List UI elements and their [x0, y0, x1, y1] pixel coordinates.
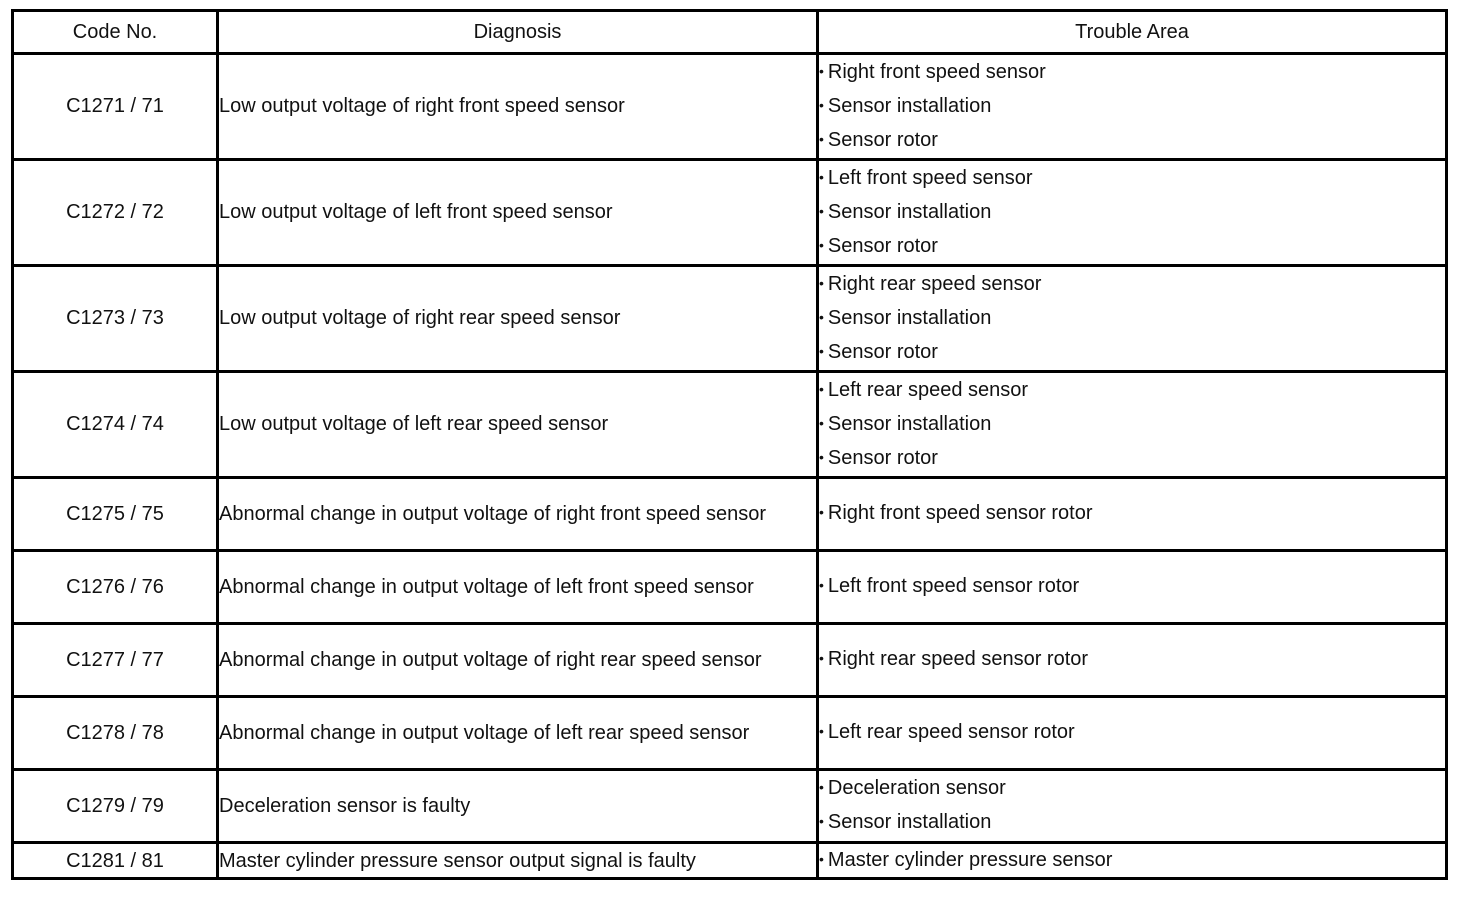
table-row [13, 770, 1447, 843]
trouble-area-cell [818, 624, 1447, 697]
diagnosis-cell: Abnormal change in output voltage of right front speed sensor [218, 478, 818, 551]
diagnosis-cell: Abnormal change in output voltage of right rear speed sensor [218, 624, 818, 697]
table-row [13, 697, 1447, 770]
trouble-area-cell [818, 770, 1447, 843]
code-cell: C1281 / 81 [13, 843, 218, 879]
table-row [13, 54, 1447, 160]
code-cell: C1275 / 75 [13, 478, 218, 551]
trouble-area-cell [818, 697, 1447, 770]
trouble-area-item: • Left rear speed sensor [819, 374, 1445, 408]
trouble-area-item: • Master cylinder pressure sensor [819, 845, 1445, 876]
trouble-area-item: • Right front speed sensor rotor [819, 497, 1445, 531]
diagnosis-cell: Low output voltage of right front speed sensor [218, 54, 818, 160]
trouble-area-item: • Sensor rotor [819, 336, 1445, 370]
diagnosis-cell: Deceleration sensor is faulty [218, 770, 818, 843]
diagnosis-cell: Low output voltage of left front speed sensor [218, 160, 818, 266]
trouble-area-item: • Sensor installation [819, 806, 1445, 840]
trouble-area-item: • Sensor installation [819, 302, 1445, 336]
trouble-area-cell [818, 372, 1447, 478]
table-row [13, 843, 1447, 879]
trouble-area-item: • Sensor rotor [819, 230, 1445, 264]
trouble-area-cell [818, 54, 1447, 160]
trouble-area-item: • Left front speed sensor [819, 162, 1445, 196]
trouble-area-cell [818, 843, 1447, 879]
trouble-area-cell [818, 160, 1447, 266]
table-row [13, 624, 1447, 697]
diagnosis-cell: Abnormal change in output voltage of left rear speed sensor [218, 697, 818, 770]
trouble-area-cell [818, 266, 1447, 372]
table-row [13, 266, 1447, 372]
trouble-area-item: • Right rear speed sensor rotor [819, 643, 1445, 677]
trouble-area-item: • Sensor installation [819, 90, 1445, 124]
code-cell: C1272 / 72 [13, 160, 218, 266]
diagnosis-cell: Low output voltage of left rear speed sensor [218, 372, 818, 478]
trouble-area-item: • Right front speed sensor [819, 56, 1445, 90]
code-cell: C1271 / 71 [13, 54, 218, 160]
table-row [13, 160, 1447, 266]
trouble-area-item: • Deceleration sensor [819, 772, 1445, 806]
code-cell: C1279 / 79 [13, 770, 218, 843]
header-trouble-area: Trouble Area [818, 11, 1447, 54]
diagnosis-cell: Abnormal change in output voltage of left front speed sensor [218, 551, 818, 624]
header-row [13, 11, 1447, 54]
trouble-area-cell [818, 478, 1447, 551]
table-row [13, 478, 1447, 551]
trouble-area-cell [818, 551, 1447, 624]
trouble-area-item: • Sensor rotor [819, 124, 1445, 158]
code-cell: C1274 / 74 [13, 372, 218, 478]
table-row [13, 551, 1447, 624]
trouble-area-item: • Sensor installation [819, 196, 1445, 230]
trouble-area-item: • Sensor rotor [819, 442, 1445, 476]
code-cell: C1277 / 77 [13, 624, 218, 697]
diagnosis-cell: Master cylinder pressure sensor output signal is faulty [218, 843, 818, 879]
code-cell: C1273 / 73 [13, 266, 218, 372]
trouble-area-item: • Left rear speed sensor rotor [819, 716, 1445, 750]
trouble-area-item: • Left front speed sensor rotor [819, 570, 1445, 604]
header-diagnosis: Diagnosis [218, 11, 818, 54]
trouble-area-item: • Sensor installation [819, 408, 1445, 442]
trouble-area-item: • Right rear speed sensor [819, 268, 1445, 302]
code-cell: C1276 / 76 [13, 551, 218, 624]
header-code: Code No. [13, 11, 218, 54]
code-cell: C1278 / 78 [13, 697, 218, 770]
table-row [13, 372, 1447, 478]
diagnostic-code-table [11, 9, 1448, 880]
diagnosis-cell: Low output voltage of right rear speed sensor [218, 266, 818, 372]
